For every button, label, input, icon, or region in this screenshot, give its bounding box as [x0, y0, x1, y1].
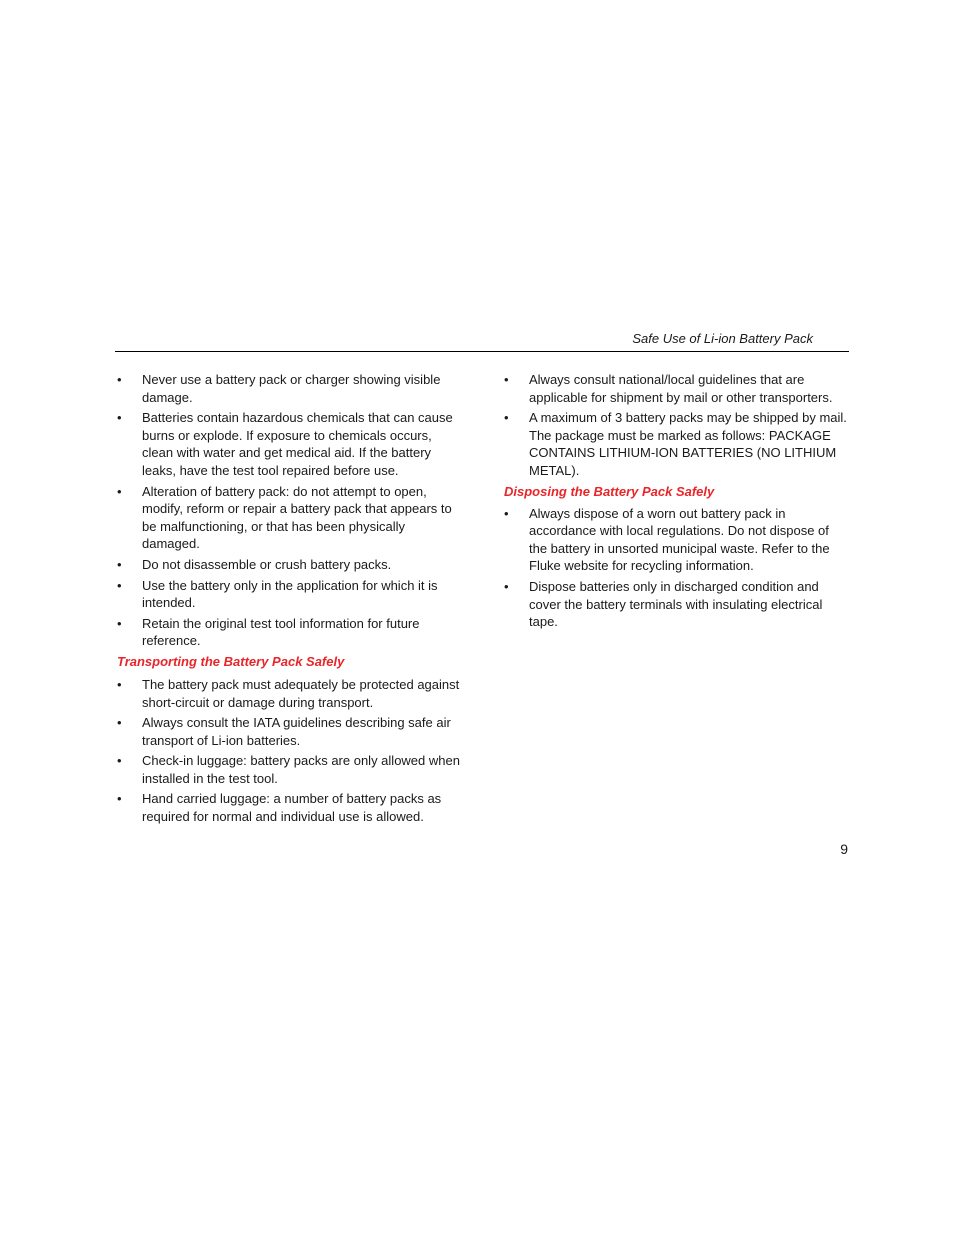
shipment-list [502, 371, 849, 480]
list-item [502, 578, 849, 631]
bullet-icon: • [117, 753, 122, 769]
list-item-text: Dispose batteries only in discharged condition and cover the battery terminals with insulating electrical tape. [529, 578, 823, 630]
list-item [115, 752, 465, 787]
list-item [115, 409, 465, 479]
list-item-text: Always consult the IATA guidelines describing safe air transport of Li-ion batteries. [142, 715, 451, 748]
bullet-icon: • [117, 715, 122, 731]
list-item-text: A maximum of 3 battery packs may be shipped by mail. The package must be marked as follows: PACKAGE CONTAINS LITHIUM-ION BATTERIES (NO LITHIUM METAL). [529, 410, 847, 478]
list-item [115, 556, 465, 574]
bullet-icon: • [117, 791, 122, 807]
list-item [115, 790, 465, 825]
page-number: 9 [840, 841, 848, 857]
list-item [502, 371, 849, 406]
list-item [502, 505, 849, 575]
list-item-text: Hand carried luggage: a number of battery packs as required for normal and individual use is allowed. [142, 791, 442, 825]
bullet-icon: • [504, 505, 509, 521]
list-item [115, 483, 465, 553]
bullet-icon: • [117, 556, 122, 572]
list-item [115, 714, 465, 749]
list-item [115, 676, 465, 711]
right-column [502, 371, 849, 634]
list-item-text: Never use a battery pack or charger showing visible damage. [142, 372, 441, 405]
bullet-icon: • [117, 676, 122, 692]
bullet-icon: • [117, 577, 122, 593]
list-item-text: Retain the original test tool information for future reference. [142, 615, 420, 649]
bullet-icon: • [117, 410, 122, 426]
list-item-text: Alteration of battery pack: do not attempt to open, modify, reform or repair a battery pack that appears to be malfunctioning, or that has been physically damaged. [142, 483, 452, 552]
list-item [502, 409, 849, 479]
bullet-icon: • [504, 410, 509, 426]
disposal-section-heading: Disposing the Battery Pack Safely [504, 483, 715, 499]
list-item-text: Check-in luggage: battery packs are only allowed when installed in the test tool. [142, 753, 460, 786]
bullet-icon: • [117, 483, 122, 499]
list-item-text: Always dispose of a worn out battery pack in accordance with local regulations. Do not dispose of the battery in unsorted municipal waste. Refer to the Fluke website for recycling information. [529, 505, 830, 574]
safety-list [115, 371, 465, 650]
running-header-title: Safe Use of Li-ion Battery Pack [632, 331, 813, 346]
bullet-icon: • [504, 372, 509, 387]
bullet-icon: • [504, 578, 509, 594]
list-item-text: The battery pack must adequately be protected against short-circuit or damage during transport. [142, 676, 460, 710]
list-item-text: Batteries contain hazardous chemicals that can cause burns or explode. If exposure to chemicals occurs, clean with water and get medical aid. If the battery leaks, have the test tool repaired before use. [142, 410, 453, 478]
list-item-text: Always consult national/local guidelines that are applicable for shipment by mail or other transporters. [529, 372, 833, 405]
list-item-text: Use the battery only in the application for which it is intended. [142, 577, 438, 611]
header-divider [115, 351, 849, 352]
list-item [115, 577, 465, 612]
disposal-list [502, 505, 849, 631]
left-column [115, 371, 465, 829]
list-item-text: Do not disassemble or crush battery packs. [142, 556, 392, 572]
transport-section-heading: Transporting the Battery Pack Safely [117, 653, 345, 669]
list-item [115, 615, 465, 650]
bullet-icon: • [117, 372, 122, 387]
list-item [115, 371, 465, 406]
bullet-icon: • [117, 615, 122, 631]
transport-list [115, 676, 465, 826]
